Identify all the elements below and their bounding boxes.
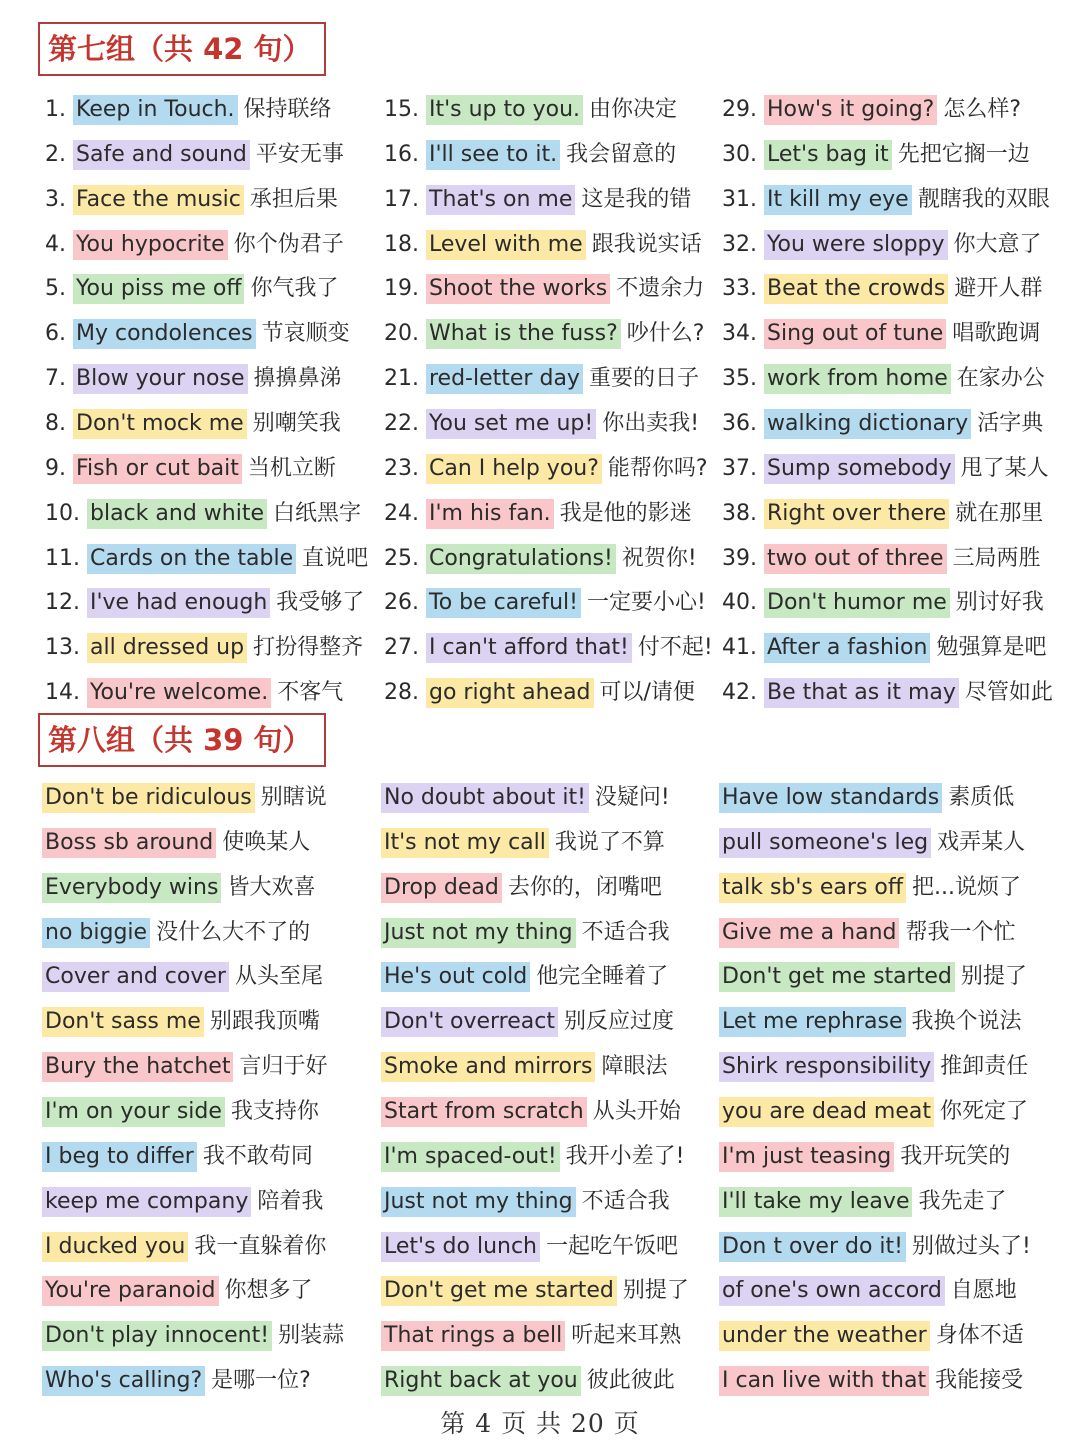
phrase-row: [45, 583, 364, 623]
phrase-number: 32.: [722, 231, 757, 257]
phrase-chinese: 活字典: [977, 410, 1044, 436]
phrase-number: 40.: [722, 590, 757, 616]
phrase-row: [384, 225, 702, 265]
phrase-english: Let's do lunch: [381, 1232, 540, 1262]
phrase-english: Blow your nose: [73, 364, 248, 394]
phrase-row: [384, 404, 699, 444]
phrase-chinese: 别瞎说: [260, 785, 327, 810]
phrase-row: [722, 90, 1021, 130]
phrase-row: [384, 180, 691, 220]
phrase-row: [719, 1271, 1017, 1311]
phrase-row: [384, 673, 695, 713]
phrase-chinese: 听起来耳熟: [571, 1323, 682, 1349]
phrase-english: red-letter day: [426, 364, 583, 394]
phrase-chinese: 你出卖我!: [602, 410, 700, 436]
phrase-row: [722, 225, 1042, 265]
phrase-chinese: 我开小差了!: [565, 1143, 685, 1169]
phrase-row: [42, 1182, 323, 1222]
phrase-row: [719, 1361, 1023, 1401]
phrase-number: 26.: [384, 590, 419, 616]
phrase-english: Don't sass me: [42, 1007, 204, 1037]
phrase-row: [45, 90, 332, 130]
phrase-chinese: 一起吃午饭吧: [546, 1233, 679, 1259]
phrase-english: all dressed up: [87, 633, 247, 663]
phrase-number: 41.: [722, 635, 757, 661]
phrase-row: [381, 1271, 689, 1311]
phrase-row: [42, 868, 315, 908]
phrase-english: Drop dead: [381, 873, 502, 903]
phrase-row: [722, 180, 1050, 220]
phrase-chinese: 你大意了: [953, 231, 1042, 257]
phrase-chinese: 自愿地: [950, 1278, 1017, 1304]
phrase-english: you are dead meat: [719, 1097, 934, 1127]
phrase-chinese: 使唤某人: [222, 829, 311, 855]
phrase-chinese: 别提了: [622, 1278, 689, 1304]
phrase-row: [722, 269, 1042, 309]
phrase-english: I beg to differ: [42, 1142, 197, 1172]
phrase-row: [42, 778, 327, 818]
phrase-number: 14.: [45, 680, 80, 706]
phrase-chinese: 没疑问!: [594, 785, 670, 810]
phrase-number: 28.: [384, 680, 419, 706]
phrase-english: You're paranoid: [42, 1276, 219, 1306]
phrase-english: Don't get me started: [719, 962, 955, 992]
phrase-row: [384, 90, 677, 130]
phrase-number: 10.: [45, 500, 80, 526]
phrase-chinese: 障眼法: [601, 1054, 668, 1080]
phrase-row: [42, 913, 310, 953]
phrase-english: Can I help you?: [426, 454, 602, 484]
phrase-english: Don't play innocent!: [42, 1321, 272, 1351]
phrase-number: 8.: [45, 410, 66, 436]
phrase-english: Just not my thing: [381, 1187, 576, 1217]
phrase-english: What is the fuss?: [426, 319, 621, 349]
phrase-row: [722, 359, 1045, 399]
phrase-chinese: 先把它搁一边: [897, 141, 1030, 167]
phrase-chinese: 打扮得整齐: [253, 635, 364, 661]
phrase-row: [381, 1182, 670, 1222]
phrase-english: Right back at you: [381, 1366, 581, 1396]
phrase-english: You were sloppy: [764, 230, 948, 260]
phrase-row: [381, 778, 670, 818]
phrase-chinese: 你个伪君子: [233, 231, 344, 257]
phrase-english: You hypocrite: [73, 230, 228, 260]
phrase-row: [722, 628, 1046, 668]
phrase-chinese: 彼此彼此: [586, 1368, 675, 1394]
phrase-chinese: 你死定了: [940, 1098, 1029, 1124]
phrase-number: 5.: [45, 276, 66, 302]
phrase-row: [722, 494, 1043, 534]
phrase-chinese: 吵什么?: [626, 321, 705, 347]
phrase-row: [384, 494, 692, 534]
phrase-row: [42, 823, 310, 863]
phrase-number: 17.: [384, 186, 419, 212]
phrase-chinese: 我能接受: [935, 1368, 1024, 1394]
phrase-row: [719, 1047, 1028, 1087]
phrase-row: [42, 1316, 344, 1356]
phrase-chinese: 我是他的影迷: [559, 500, 692, 526]
phrase-row: [722, 539, 1041, 579]
phrase-row: [45, 269, 339, 309]
phrase-row: [42, 1227, 326, 1267]
phrase-row: [42, 1361, 311, 1401]
phrase-english: I can live with that: [719, 1366, 929, 1396]
phrase-row: [42, 1137, 313, 1177]
phrase-english: Let's bag it: [764, 140, 892, 170]
phrase-chinese: 不客气: [277, 680, 344, 706]
phrase-chinese: 不适合我: [581, 1188, 670, 1214]
phrase-chinese: 三局两胜: [952, 545, 1041, 571]
phrase-row: [45, 314, 350, 354]
phrase-chinese: 别讨好我: [955, 590, 1044, 616]
phrase-row: [722, 449, 1049, 489]
phrase-row: [722, 135, 1030, 175]
phrase-chinese: 从头至尾: [234, 964, 323, 990]
phrase-english: Don't humor me: [764, 588, 950, 618]
phrase-row: [722, 404, 1043, 444]
phrase-number: 15.: [384, 97, 419, 122]
phrase-english: Face the music: [73, 185, 244, 215]
phrase-english: My condolences: [73, 319, 256, 349]
phrase-row: [384, 269, 704, 309]
phrase-row: [42, 1047, 327, 1087]
phrase-number: 37.: [722, 455, 757, 481]
phrase-number: 38.: [722, 500, 757, 526]
phrase-english: Don t over do it!: [719, 1232, 906, 1262]
phrase-english: Everybody wins: [42, 873, 221, 903]
phrase-english: He's out cold: [381, 962, 530, 992]
phrase-english: Have low standards: [719, 783, 942, 813]
phrase-row: [381, 1137, 685, 1177]
phrase-number: 30.: [722, 141, 757, 167]
phrase-english: To be careful!: [426, 588, 581, 618]
phrase-number: 25.: [384, 545, 419, 571]
phrase-number: 34.: [722, 321, 757, 347]
phrase-row: [381, 913, 670, 953]
phrase-row: [381, 1002, 674, 1042]
phrase-row: [381, 1047, 667, 1087]
phrase-english: I ducked you: [42, 1232, 188, 1262]
phrase-chinese: 戏弄某人: [937, 829, 1026, 855]
phrase-row: [722, 314, 1040, 354]
phrase-english: Beat the crowds: [764, 274, 948, 304]
phrase-number: 13.: [45, 635, 80, 661]
phrase-english: two out of three: [764, 544, 947, 574]
phrase-row: [45, 135, 344, 175]
phrase-chinese: 我开玩笑的: [900, 1143, 1011, 1169]
phrase-chinese: 别做过头了!: [911, 1233, 1031, 1259]
phrase-number: 35.: [722, 366, 757, 392]
phrase-english: Sing out of tune: [764, 319, 946, 349]
phrase-number: 9.: [45, 455, 66, 481]
phrase-number: 21.: [384, 366, 419, 392]
group7-title: 第七组（共 42 句）: [38, 22, 326, 76]
phrase-chinese: 勉强算是吧: [936, 635, 1047, 661]
phrase-english: Keep in Touch.: [73, 95, 238, 125]
phrase-chinese: 我受够了: [276, 590, 365, 616]
phrase-number: 31.: [722, 186, 757, 212]
phrase-english: Give me a hand: [719, 918, 899, 948]
phrase-row: [45, 494, 361, 534]
phrase-chinese: 帮我一个忙: [905, 919, 1016, 945]
phrase-row: [719, 1316, 1024, 1356]
phrase-english: work from home: [764, 364, 951, 394]
phrase-row: [384, 583, 706, 623]
phrase-chinese: 不适合我: [581, 919, 670, 945]
phrase-row: [719, 957, 1027, 997]
phrase-chinese: 唱歌跑调: [952, 321, 1041, 347]
phrase-row: [42, 957, 323, 997]
phrase-english: Be that as it may: [764, 678, 959, 708]
phrase-row: [45, 539, 368, 579]
phrase-row: [45, 359, 342, 399]
phrase-english: walking dictionary: [764, 409, 971, 439]
phrase-row: [381, 1092, 681, 1132]
phrase-number: 2.: [45, 141, 66, 167]
phrase-chinese: 他完全睡着了: [536, 964, 669, 990]
phrase-english: Boss sb around: [42, 828, 216, 858]
phrase-row: [45, 449, 336, 489]
phrase-row: [45, 225, 344, 265]
phrase-english: Bury the hatchet: [42, 1052, 233, 1082]
phrase-row: [384, 314, 704, 354]
phrase-english: I can't afford that!: [426, 633, 632, 663]
phrase-chinese: 在家办公: [956, 366, 1045, 392]
phrase-english: I'll see to it.: [426, 140, 560, 170]
phrase-chinese: 由你决定: [589, 97, 678, 122]
phrase-english: That rings a bell: [381, 1321, 565, 1351]
phrase-chinese: 我支持你: [230, 1098, 319, 1124]
phrase-english: I'm his fan.: [426, 499, 554, 529]
phrase-number: 12.: [45, 590, 80, 616]
phrase-english: You're welcome.: [87, 678, 271, 708]
phrase-english: How's it going?: [764, 95, 937, 125]
phrase-chinese: 一定要小心!: [586, 590, 706, 616]
phrase-row: [381, 1227, 678, 1267]
phrase-row: [384, 628, 713, 668]
phrase-english: talk sb's ears off: [719, 873, 906, 903]
phrase-english: Cards on the table: [87, 544, 296, 574]
phrase-number: 7.: [45, 366, 66, 392]
phrase-english: That's on me: [426, 185, 575, 215]
phrase-row: [42, 1271, 313, 1311]
phrase-chinese: 别跟我顶嘴: [209, 1009, 320, 1035]
phrase-number: 36.: [722, 410, 757, 436]
phrase-english: Sump somebody: [764, 454, 955, 484]
phrase-chinese: 素质低: [948, 785, 1015, 810]
phrase-english: It's up to you.: [426, 95, 583, 125]
phrase-row: [722, 673, 1053, 713]
phrase-chinese: 别装蒜: [278, 1323, 345, 1349]
phrase-english: Shoot the works: [426, 274, 610, 304]
phrase-row: [719, 868, 1021, 908]
phrase-chinese: 你想多了: [224, 1278, 313, 1304]
phrase-chinese: 避开人群: [954, 276, 1043, 302]
phrase-english: black and white: [87, 499, 267, 529]
phrase-row: [42, 1002, 320, 1042]
phrase-chinese: 付不起!: [637, 635, 713, 661]
phrase-row: [384, 449, 708, 489]
phrase-row: [719, 1227, 1031, 1267]
phrase-english: Right over there: [764, 499, 949, 529]
phrase-chinese: 我一直躲着你: [194, 1233, 327, 1259]
phrase-chinese: 平安无事: [255, 141, 344, 167]
phrase-chinese: 尽管如此: [964, 680, 1053, 706]
phrase-english: Don't get me started: [381, 1276, 617, 1306]
phrase-english: Fish or cut bait: [73, 454, 242, 484]
phrase-row: [719, 778, 1014, 818]
phrase-number: 3.: [45, 186, 66, 212]
phrase-english: You set me up!: [426, 409, 596, 439]
phrase-english: keep me company: [42, 1187, 251, 1217]
phrase-chinese: 推卸责任: [940, 1054, 1029, 1080]
phrase-chinese: 言归于好: [239, 1054, 328, 1080]
phrase-chinese: 祝贺你!: [621, 545, 697, 571]
phrase-chinese: 我说了不算: [554, 829, 665, 855]
phrase-chinese: 怎么样?: [943, 97, 1022, 122]
phrase-chinese: 别反应过度: [563, 1009, 674, 1035]
phrase-chinese: 不遗余力: [616, 276, 705, 302]
phrase-number: 23.: [384, 455, 419, 481]
phrase-row: [719, 1182, 1007, 1222]
phrase-number: 4.: [45, 231, 66, 257]
phrase-number: 1.: [45, 97, 66, 122]
phrase-chinese: 白纸黑字: [272, 500, 361, 526]
phrase-number: 18.: [384, 231, 419, 257]
phrase-chinese: 你气我了: [250, 276, 339, 302]
phrase-number: 27.: [384, 635, 419, 661]
phrase-chinese: 去你的，闭嘴吧: [507, 874, 662, 900]
phrase-chinese: 陪着我: [257, 1188, 324, 1214]
phrase-number: 11.: [45, 545, 80, 571]
phrase-english: Don't mock me: [73, 409, 247, 439]
phrase-chinese: 重要的日子: [588, 366, 699, 392]
phrase-chinese: 这是我的错: [581, 186, 692, 212]
phrase-row: [45, 404, 341, 444]
phrase-english: under the weather: [719, 1321, 930, 1351]
phrase-english: Level with me: [426, 230, 586, 260]
phrase-english: Let me rephrase: [719, 1007, 906, 1037]
phrase-english: pull someone's leg: [719, 828, 931, 858]
phrase-chinese: 跟我说实话: [591, 231, 702, 257]
phrase-chinese: 身体不适: [935, 1323, 1024, 1349]
phrase-english: Shirk responsibility: [719, 1052, 934, 1082]
phrase-english: It's not my call: [381, 828, 549, 858]
phrase-row: [45, 628, 363, 668]
phrase-chinese: 别嘲笑我: [252, 410, 341, 436]
phrase-chinese: 别提了: [960, 964, 1027, 990]
phrase-chinese: 节哀顺变: [261, 321, 350, 347]
phrase-english: I'm on your side: [42, 1097, 225, 1127]
phrase-row: [719, 1002, 1022, 1042]
phrase-row: [384, 135, 676, 175]
phrase-number: 33.: [722, 276, 757, 302]
phrase-number: 22.: [384, 410, 419, 436]
phrase-row: [381, 957, 668, 997]
phrase-number: 20.: [384, 321, 419, 347]
phrase-row: [42, 1092, 319, 1132]
phrase-chinese: 皆大欢喜: [227, 874, 316, 900]
group8-title: 第八组（共 39 句）: [38, 713, 326, 767]
phrase-row: [45, 180, 338, 220]
phrase-chinese: 我会留意的: [566, 141, 677, 167]
phrase-english: Start from scratch: [381, 1097, 587, 1127]
phrase-row: [384, 539, 697, 579]
phrase-row: [381, 823, 665, 863]
phrase-english: After a fashion: [764, 633, 930, 663]
phrase-chinese: 能帮你吗?: [607, 455, 708, 481]
phrase-chinese: 把...说烦了: [912, 874, 1022, 900]
phrase-english: no biggie: [42, 918, 150, 948]
phrase-chinese: 保持联络: [243, 97, 332, 122]
phrase-row: [381, 1316, 681, 1356]
phrase-row: [381, 868, 662, 908]
phrase-number: 29.: [722, 97, 757, 122]
phrase-chinese: 可以/请便: [599, 680, 695, 706]
phrase-english: Smoke and mirrors: [381, 1052, 595, 1082]
phrase-english: go right ahead: [426, 678, 594, 708]
phrase-english: No doubt about it!: [381, 783, 589, 813]
phrase-chinese: 擤擤鼻涕: [253, 366, 342, 392]
phrase-chinese: 我先走了: [918, 1188, 1007, 1214]
phrase-chinese: 甩了某人: [960, 455, 1049, 481]
phrase-chinese: 就在那里: [955, 500, 1044, 526]
phrase-english: Congratulations!: [426, 544, 616, 574]
phrase-row: [719, 913, 1016, 953]
phrase-english: I'm just teasing: [719, 1142, 894, 1172]
phrase-number: 39.: [722, 545, 757, 571]
phrase-row: [384, 359, 699, 399]
page-footer: 第 4 页 共 20 页: [440, 1409, 640, 1438]
phrase-row: [719, 823, 1025, 863]
phrase-chinese: 我不敢苟同: [202, 1143, 313, 1169]
phrase-english: Don't be ridiculous: [42, 783, 255, 813]
phrase-chinese: 从头开始: [592, 1098, 681, 1124]
phrase-row: [719, 1137, 1010, 1177]
phrase-number: 24.: [384, 500, 419, 526]
phrase-number: 6.: [45, 321, 66, 347]
phrase-english: I've had enough: [87, 588, 270, 618]
phrase-chinese: 我换个说法: [911, 1009, 1022, 1035]
phrase-english: I'll take my leave: [719, 1187, 912, 1217]
phrase-chinese: 直说吧: [302, 545, 369, 571]
phrase-chinese: 没什么大不了的: [156, 919, 311, 945]
phrase-english: Who's calling?: [42, 1366, 205, 1396]
phrase-english: Cover and cover: [42, 962, 229, 992]
phrase-row: [719, 1092, 1028, 1132]
phrase-number: 16.: [384, 141, 419, 167]
phrase-english: Safe and sound: [73, 140, 250, 170]
phrase-english: It kill my eye: [764, 185, 912, 215]
phrase-number: 19.: [384, 276, 419, 302]
phrase-row: [45, 673, 343, 713]
phrase-english: I'm spaced-out!: [381, 1142, 560, 1172]
phrase-english: of one's own accord: [719, 1276, 945, 1306]
phrase-row: [722, 583, 1044, 623]
phrase-chinese: 当机立断: [247, 455, 336, 481]
phrase-english: You piss me off: [73, 274, 244, 304]
phrase-number: 42.: [722, 680, 757, 706]
phrase-chinese: 是哪一位?: [211, 1368, 311, 1394]
phrase-english: Just not my thing: [381, 918, 576, 948]
phrase-chinese: 承担后果: [249, 186, 338, 212]
phrase-english: Don't overreact: [381, 1007, 558, 1037]
phrase-chinese: 靓瞎我的双眼: [917, 186, 1050, 212]
phrase-row: [381, 1361, 675, 1401]
